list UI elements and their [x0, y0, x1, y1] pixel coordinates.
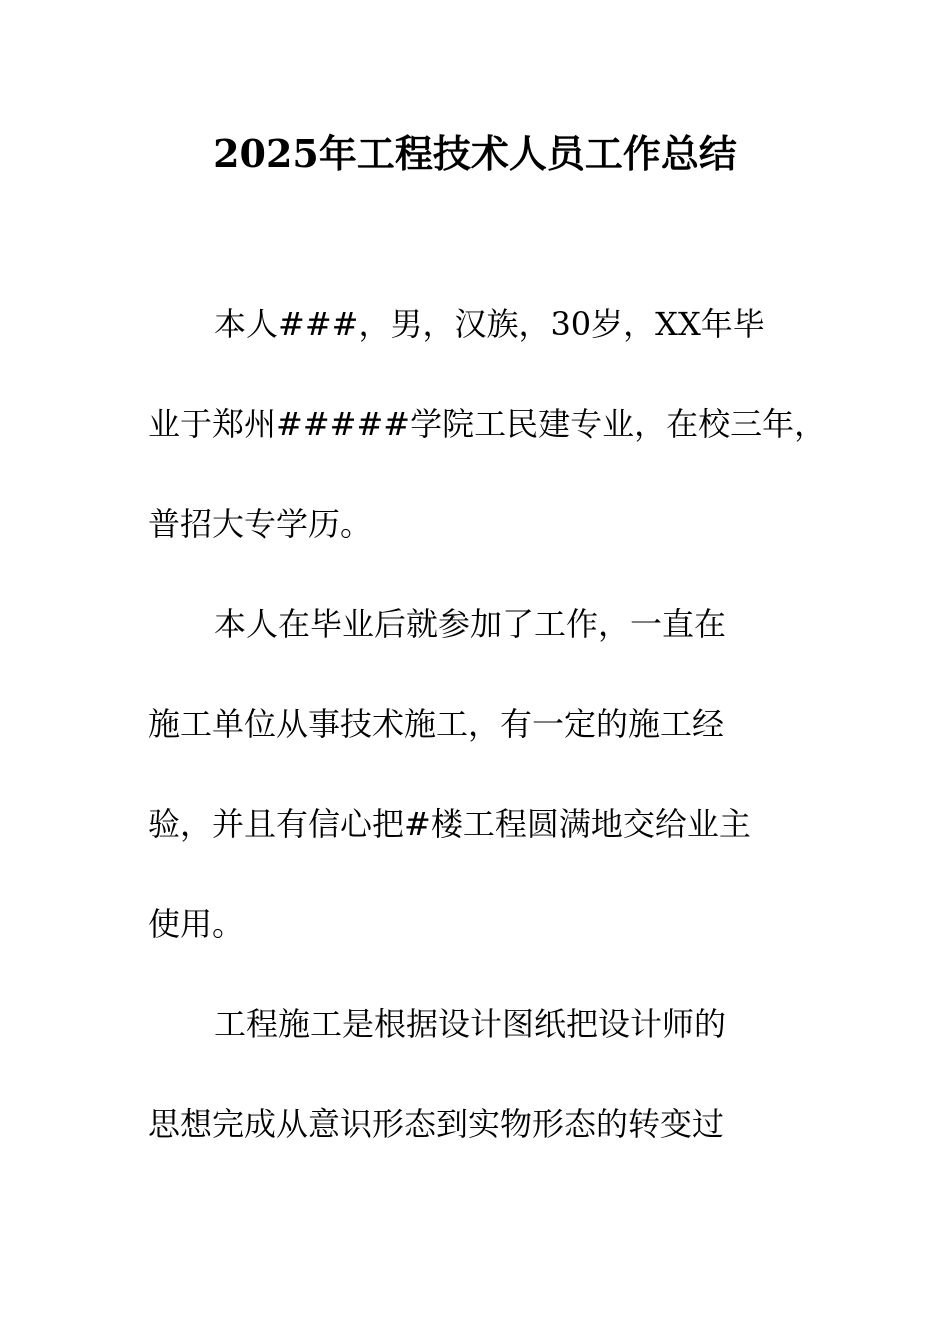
paragraph-2-line-1: 本人在毕业后就参加了工作，一直在: [214, 605, 727, 643]
paragraph-2-line-3: 验，并且有信心把#楼工程圆满地交给业主: [148, 805, 751, 843]
paragraph-3-line-2: 思想完成从意识形态到实物形态的转变过: [148, 1105, 725, 1143]
document-title: 2025年工程技术人员工作总结: [213, 131, 737, 176]
paragraph-2-line-4: 使用。: [148, 905, 245, 943]
paragraph-1-line-2: 业于郑州#####学院工民建专业，在校三年，: [148, 405, 827, 443]
paragraph-3-line-1: 工程施工是根据设计图纸把设计师的: [214, 1005, 727, 1043]
paragraph-1-line-3: 普招大专学历。: [148, 505, 373, 543]
paragraph-1-line-1: 本人###，男，汉族，30岁，XX年毕: [214, 305, 765, 343]
paragraph-2-line-2: 施工单位从事技术施工，有一定的施工经: [148, 705, 725, 743]
